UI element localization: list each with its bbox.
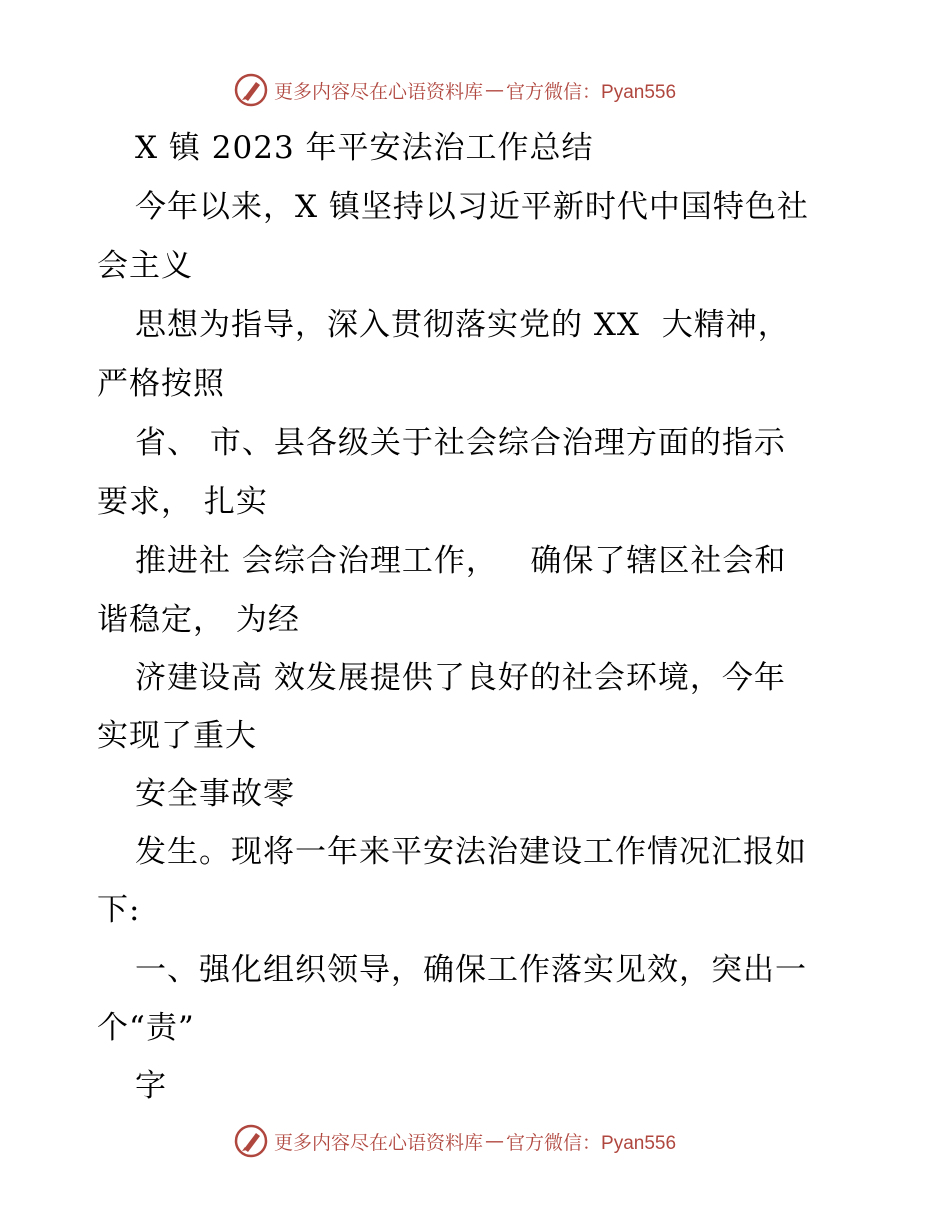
footer-watermark [234, 1124, 676, 1158]
paragraph-line: 安全事故零 [135, 776, 295, 812]
paragraph-line: 发生。现将一年来平安法治建设工作情况汇报如 [135, 834, 807, 870]
watermark-wechat: 官方微信：Pyan556 [506, 81, 677, 103]
paragraph-line: 会主义 [97, 248, 193, 284]
header-watermark [234, 73, 676, 107]
document-title: X 镇 2023 年平安法治工作总结 [135, 130, 594, 166]
paragraph-line: 今年以来，X 镇坚持以习近平新时代中国特色社 [135, 189, 809, 225]
paragraph-line: 推进社 会综合治理工作， 确保了辖区社会和 [135, 543, 787, 579]
watermark-wechat: 官方微信：Pyan556 [506, 1132, 677, 1154]
pen-logo-icon [234, 1124, 268, 1158]
paragraph-line: 济建设高 效发展提供了良好的社会环境，今年 [135, 660, 786, 696]
watermark-text: 更多内容尽在心语资料库 [274, 80, 484, 103]
paragraph-line: 实现了重大 [97, 718, 257, 754]
watermark-dash: — [485, 79, 505, 101]
paragraph-line: 一、强化组织领导，确保工作落实见效，突出一 [135, 952, 807, 988]
paragraph-line: 严格按照 [97, 366, 225, 402]
paragraph-line: 省、 市、县各级关于社会综合治理方面的指示 [135, 425, 786, 461]
paragraph-line: 谐稳定， 为经 [97, 602, 300, 638]
watermark-dash: — [485, 1130, 505, 1152]
paragraph-line: 字 [135, 1068, 167, 1104]
pen-logo-icon [234, 73, 268, 107]
watermark-text: 更多内容尽在心语资料库 [274, 1131, 484, 1154]
paragraph-line: 个“责” [97, 1010, 195, 1046]
paragraph-line: 下: [97, 892, 141, 928]
paragraph-line: 要求， 扎实 [97, 484, 268, 520]
paragraph-line: 思想为指导，深入贯彻落实党的 XX 大精神， [135, 307, 790, 343]
